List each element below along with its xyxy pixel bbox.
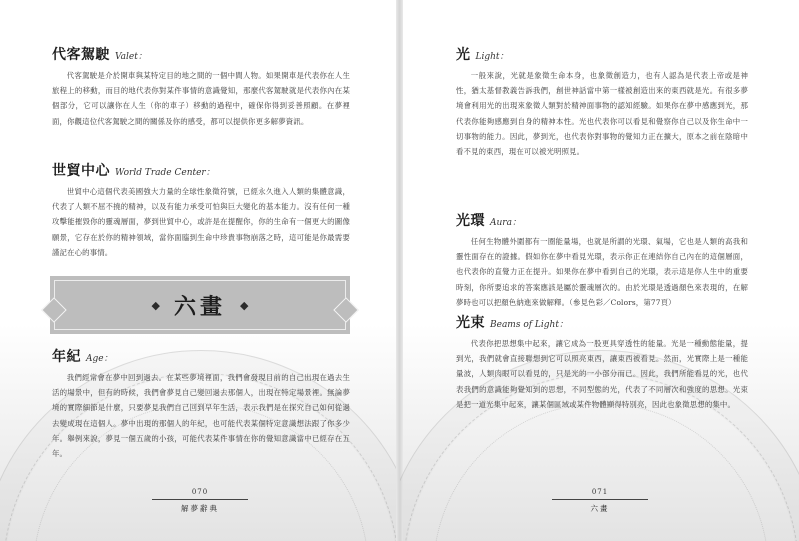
entry-light — [456, 44, 748, 159]
entry-body: 世貿中心這個代表美國強大力量的全球性象徵符號，已經永久進入人類的集體意識，代表了人類不屈不撓的精神，以及有能力承受可怕與巨大變化的基本能力。沒有任何一種攻擊能摧毀你的靈魂層面，夢到世貿中心，或許是在提醒你，你的生命有一個更大的圖像願景，它存在於你的精神領域，當你面臨到生命中珍貴事物崩落之時，這可能是你最需要謹記在心的事情。 — [52, 187, 350, 257]
page-number: 070 — [191, 488, 209, 496]
entry-valet — [52, 44, 350, 129]
entry-title-english: Beams of Light： — [490, 320, 568, 330]
chapter-title: 六畫 — [173, 293, 226, 320]
running-footer-title: 解夢辭典 — [181, 504, 219, 513]
entry-title-chinese: 年紀 — [52, 349, 81, 365]
entry-title — [456, 312, 748, 332]
entry-title-english: Aura： — [490, 218, 521, 228]
entry-body: 任何生物體外圍都有一圈能量場，也就是所謂的光環、氣場，它也是人類的高我和靈性面存在的證據。假如你在夢中看見光環，表示你正在連結你自己內在的這個層面，也代表你的直覺力正在提升。如果你在夢中看到自己的光環，表示這是你人生中的重要時刻，你所要追求的答案應該是屬於靈魂層次的。由於光環是透過顏色來表現的，在解夢時也可以把顏色納進來做解釋。（參見色彩／Colors，第77頁） — [456, 237, 748, 307]
page-number: 071 — [591, 488, 609, 496]
entry-title-english: World Trade Center： — [115, 168, 215, 178]
entry-title-english: Age： — [86, 354, 113, 364]
running-footer-title: 六畫 — [590, 504, 610, 513]
right-page — [400, 0, 799, 541]
entry-body: 代表你把思想集中起來，讓它成為一股更具穿透性的能量。光是一種動態能量，提到光，我們就會直接聯想到它可以照亮東西，讓東西被看見。然而，光實際上是一種能量波，人類肉眼可以看見的，只是光的一小部分而已。因此，我們所能看見的光，也代表我們的意識能夠覺知到的思想，不同型態的光，代表了不同層次和強度的思想。光束是把一道光集中起來，讓某個區域或某件物體顯得特別亮，因此也象徵思想的集中。 — [456, 339, 748, 409]
entry-title-english: Valet： — [115, 52, 147, 62]
page-footer — [540, 488, 660, 514]
entry-beams-of-light — [456, 312, 748, 412]
left-page — [0, 0, 399, 541]
entry-title-chinese: 世貿中心 — [52, 163, 110, 179]
entry-title-chinese: 光束 — [456, 315, 485, 331]
page-footer — [140, 488, 260, 514]
entry-title-chinese: 光 — [456, 47, 471, 63]
entry-title — [52, 346, 350, 366]
diamond-ornament-icon: ◆ — [151, 298, 160, 312]
entry-body: 代客駕駛是介於開車與某特定目的地之間的一個中間人物。如果開車是代表你在人生旅程上的移動，而目的地代表你對某件事情的意識覺知，那麼代客駕駛就是代表你內在某個部分，它可以讓你在人生（你的車子）移動的過程中，確保你得到妥善照顧。在夢裡面，你觀這位代客駕駛之間的關係及你的感受，都可以提供你更多解夢資訊。 — [52, 71, 350, 126]
entry-title-english: Light： — [475, 52, 509, 62]
entry-title — [52, 160, 350, 180]
entry-world-trade-center — [52, 160, 350, 260]
chapter-banner — [50, 276, 350, 334]
diamond-ornament-icon: ◆ — [240, 298, 249, 312]
entry-body: 我們經常會在夢中回到過去。在某些夢境裡面，我們會發現目前的自己出現在過去生活的場景中，但有的時候，我們會夢見自己變回過去那個人，出現在特定場景裡。無論夢境的實際細節是什麼，只要夢見我們自己回到早年生活，表示我們是在探究自己如何從過去變成現在這個人。夢中出現的那個人的年紀，也可能代表某個特定意識想法跟了你多少年。舉例來說，夢見一個五歲的小孩，可能代表某件事情在你的覺知意識當中已經存在五年。 — [52, 373, 350, 459]
entry-aura — [456, 210, 748, 310]
entry-title — [52, 44, 350, 64]
entry-title — [456, 210, 748, 230]
footer-divider — [552, 499, 648, 500]
entry-title — [456, 44, 748, 64]
chapter-banner-frame — [54, 280, 346, 330]
footer-divider — [152, 499, 248, 500]
entry-title-chinese: 代客駕駛 — [52, 47, 110, 63]
entry-age — [52, 346, 350, 461]
entry-body: 一般來說，光就是象徵生命本身，也象徵創造力，也有人認為是代表上帝或是神性，猶太基督教義告訴我們，創世神話當中第一樣被創造出來的東西就是光。有很多夢境會利用光的出現來象徵人類對於精神面事物的認知經驗。如果你在夢中感應到光，那代表你能夠感應到自身的精神本性。光也代表你可以看見和覺察你自己以及你生命中一切事物的能力。因此，夢到光，也代表你對事物的覺知力正在擴大，原本之前在陰暗中看不見的東西，現在可以被光明照見。 — [456, 71, 748, 157]
entry-title-chinese: 光環 — [456, 213, 485, 229]
